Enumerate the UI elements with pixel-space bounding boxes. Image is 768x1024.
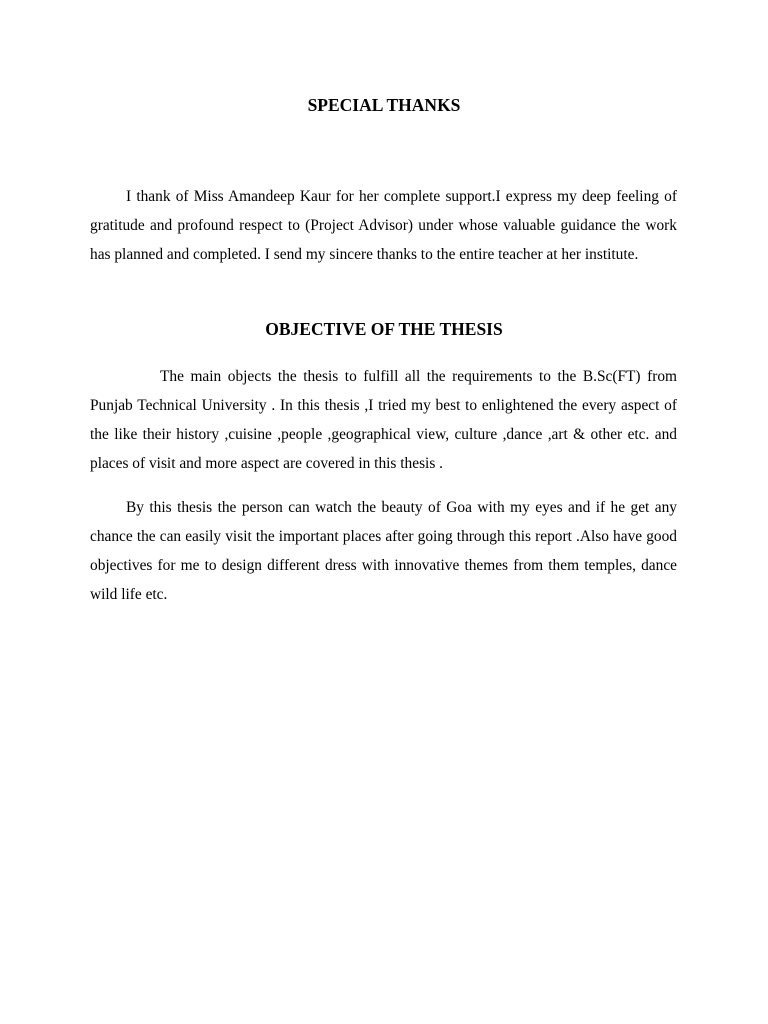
special-thanks-heading: SPECIAL THANKS bbox=[307, 95, 461, 115]
special-thanks-paragraph: I thank of Miss Amandeep Kaur for her complete support.I express my deep feeling of gratitude and profound respect to (Project Advisor) under whose valuable guidance the work has planned and completed. I send my sincere thanks to the entire teacher at her institute. bbox=[90, 188, 677, 263]
objective-heading: OBJECTIVE OF THE THESIS bbox=[265, 319, 503, 339]
objective-paragraph-1: The main objects the thesis to fulfill all the requirements to the B.Sc(FT) from Punjab Technical University . In this thesis ,I tried my best to enlightened the every aspect of the like their history ,cuisine ,people ,geographical view, culture ,dance ,art & other etc. and places of visit and more aspect are covered in this thesis . bbox=[90, 368, 677, 472]
objective-paragraph-2: By this thesis the person can watch the beauty of Goa with my eyes and if he get any chance the can easily visit the important places after going through this report .Also have good objectives for me to design different dress with innovative themes from them temples, dance wild life etc. bbox=[90, 499, 677, 603]
